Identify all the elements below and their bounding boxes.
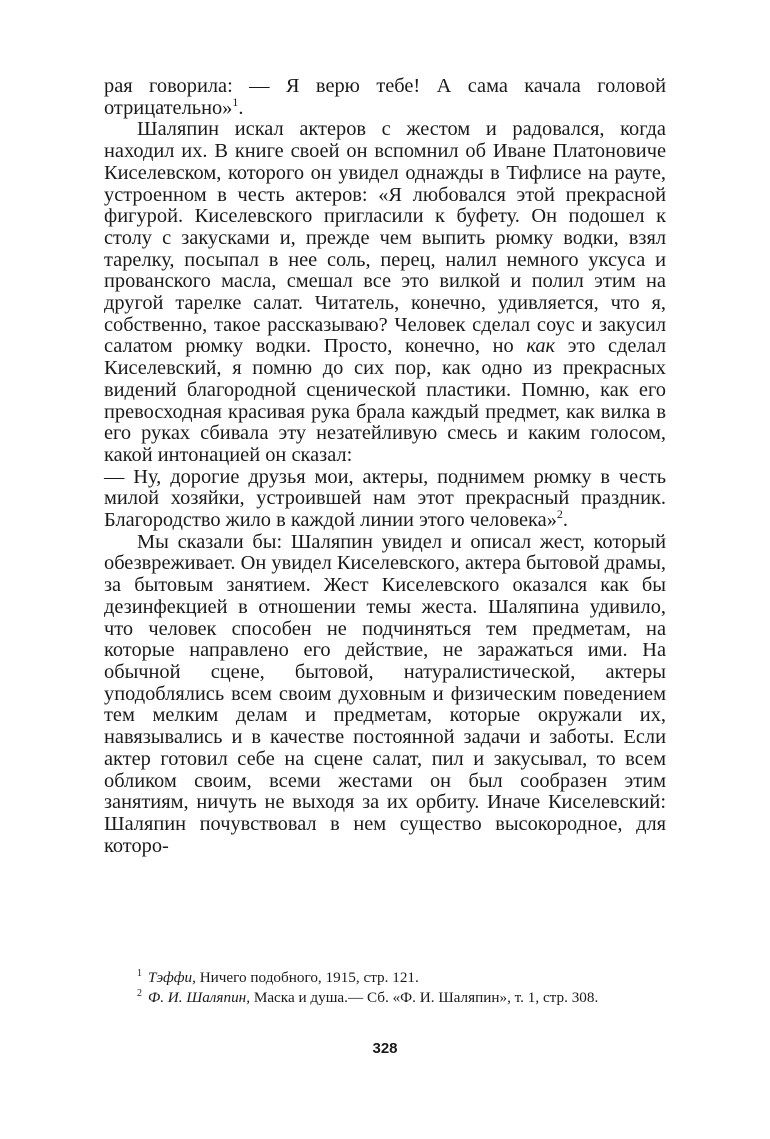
paragraph-gesture: Мы сказали бы: Шаляпин увидел и описал жест, который обезвреживает. Он увидел Киселевского, актера бытовой драмы, за бытовым занятием. Жест Киселевского оказался как бы дезинфекцией в отношении темы жеста. Шаляпина удивило, что человек способен не подчиняться тем предметам, на которые направлено его действие, не заражаться ими. На обычной сцене, бытовой, натуралистической, актеры уподоблялись всем своим духовным и физическим поведением тем мелким делам и предметам, которые окружали их, навязывались и в качестве постоянной задачи и заботы. Если актер готовил себе на сцене салат, пил и закусывал, то всем обликом своим, всеми жестами он был сообразен этим занятиям, ничуть не выходя за их орбиту. Иначе Киселевский: Шаляпин почувствовал в нем существо высокородное, для которо- bbox=[104, 530, 666, 857]
quoted-toast: — Ну, дорогие друзья мои, актеры, поднимем рюмку в честь милой хозяйки, устроившей нам этот прекрасный праздник. Благородство жило в каждой линии этого человека»$^2$. bbox=[104, 465, 666, 532]
footnote-ref-1: 1 bbox=[232, 94, 239, 109]
paragraph-continuation: рая говорила: — Я верю тебе! А сама качала головой отрицательно»$^1$. bbox=[104, 75, 666, 119]
paragraph-chaliapin-kiselevsky: Шаляпин искал актеров с жестом и радовался, когда находил их. В книге своей он вспомнил об Иване Платоновиче Киселевском, которого он увидел однажды в Тифлисе на рауте, устроенном в честь актеров: «Я любовался этой прекрасной фигурой. Киселевского пригласили к буфету. Он подошел к столу с закусками и, прежде чем выпить рюмку водки, взял тарелку, посыпал в нее соль, перец, налил немного уксуса и прованского масла, смешал все это вилкой и полил этим на другой тарелке салат. Читатель, конечно, удивляется, что я, собственно, такое рассказываю? Человек сделал соус и закусил салатом рюмку водки. Просто, конечно, но как это сделал Киселевский, я помню до сих пор, как одно из прекрасных видений благородной сценической пластики. Помню, как его превосходная красивая рука брала каждый предмет, как вилка в его руках сбивала эту незатейливую смесь и каким голосом, какой интонацией он сказал: bbox=[104, 118, 666, 466]
footnote-2: $^2$ Ф. И. Шаляпин, Маска и душа.— Сб. «Ф. И. Шаляпин», т. 1, стр. 308. bbox=[137, 987, 599, 1006]
main-text bbox=[104, 76, 666, 857]
footnote-1: $^1$ Тэффи, Ничего подобного, 1915, стр. 121. bbox=[137, 967, 419, 986]
page-number: 328 bbox=[372, 1040, 398, 1057]
footnotes bbox=[104, 968, 666, 1008]
emphasis-word: как bbox=[526, 335, 556, 358]
footnote-ref-2: 2 bbox=[556, 507, 563, 522]
